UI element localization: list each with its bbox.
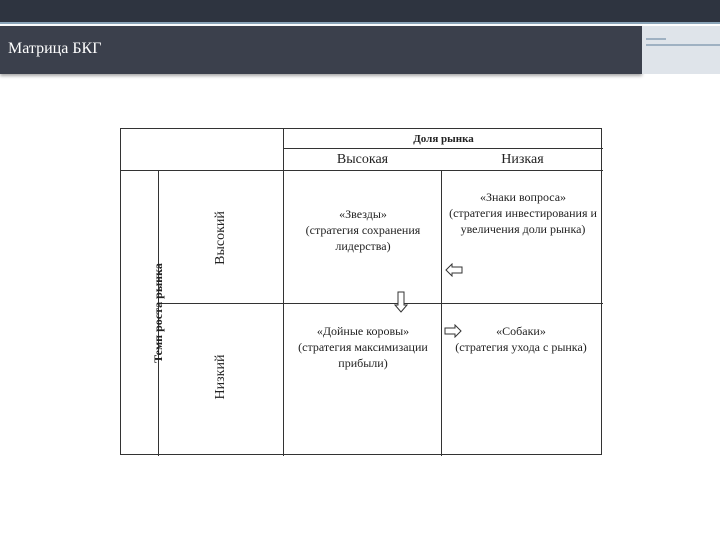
bcg-matrix [120, 128, 602, 455]
dogs-strategy: (стратегия ухода с рынка) [455, 340, 587, 354]
dogs-name: «Собаки» [496, 324, 546, 338]
stars-name: «Звезды» [339, 207, 387, 221]
grid-line [158, 303, 603, 304]
slide-title: Матрица БКГ [8, 40, 102, 57]
arrow-down-icon [394, 291, 408, 313]
decorative-line [646, 44, 720, 46]
stars-cell [291, 206, 435, 254]
grid-line [283, 129, 284, 456]
cash-cows-strategy: (стратегия максимизации прибыли) [298, 340, 428, 370]
question-marks-name: «Знаки вопроса» [479, 190, 567, 204]
grid-line [121, 170, 603, 171]
cash-cows-name: «Дойные коровы» [316, 324, 410, 338]
dogs-cell [455, 323, 587, 355]
top-strip [0, 0, 720, 24]
question-marks-cell [445, 189, 601, 237]
grid-line [283, 148, 603, 149]
market-share-header: Доля рынка [413, 133, 474, 145]
stars-strategy: (стратегия сохранения лидерства) [305, 223, 421, 253]
decorative-line [646, 38, 666, 40]
growth-low-label: Низкий [213, 354, 228, 400]
question-marks-strategy: (стратегия инвестирования и увеличения доли рынка) [449, 206, 597, 236]
title-bar [0, 26, 642, 74]
top-accent-line [0, 22, 720, 24]
arrow-left-icon [445, 263, 463, 277]
market-growth-label: Темп роста рынка [151, 263, 165, 363]
decorative-panel [642, 26, 720, 74]
growth-high-label: Высокий [213, 211, 228, 265]
share-high-label: Высокая [336, 152, 389, 167]
grid-line [441, 170, 442, 456]
arrow-right-icon [444, 324, 462, 338]
share-low-label: Низкая [501, 152, 544, 167]
cash-cows-cell [297, 323, 429, 371]
